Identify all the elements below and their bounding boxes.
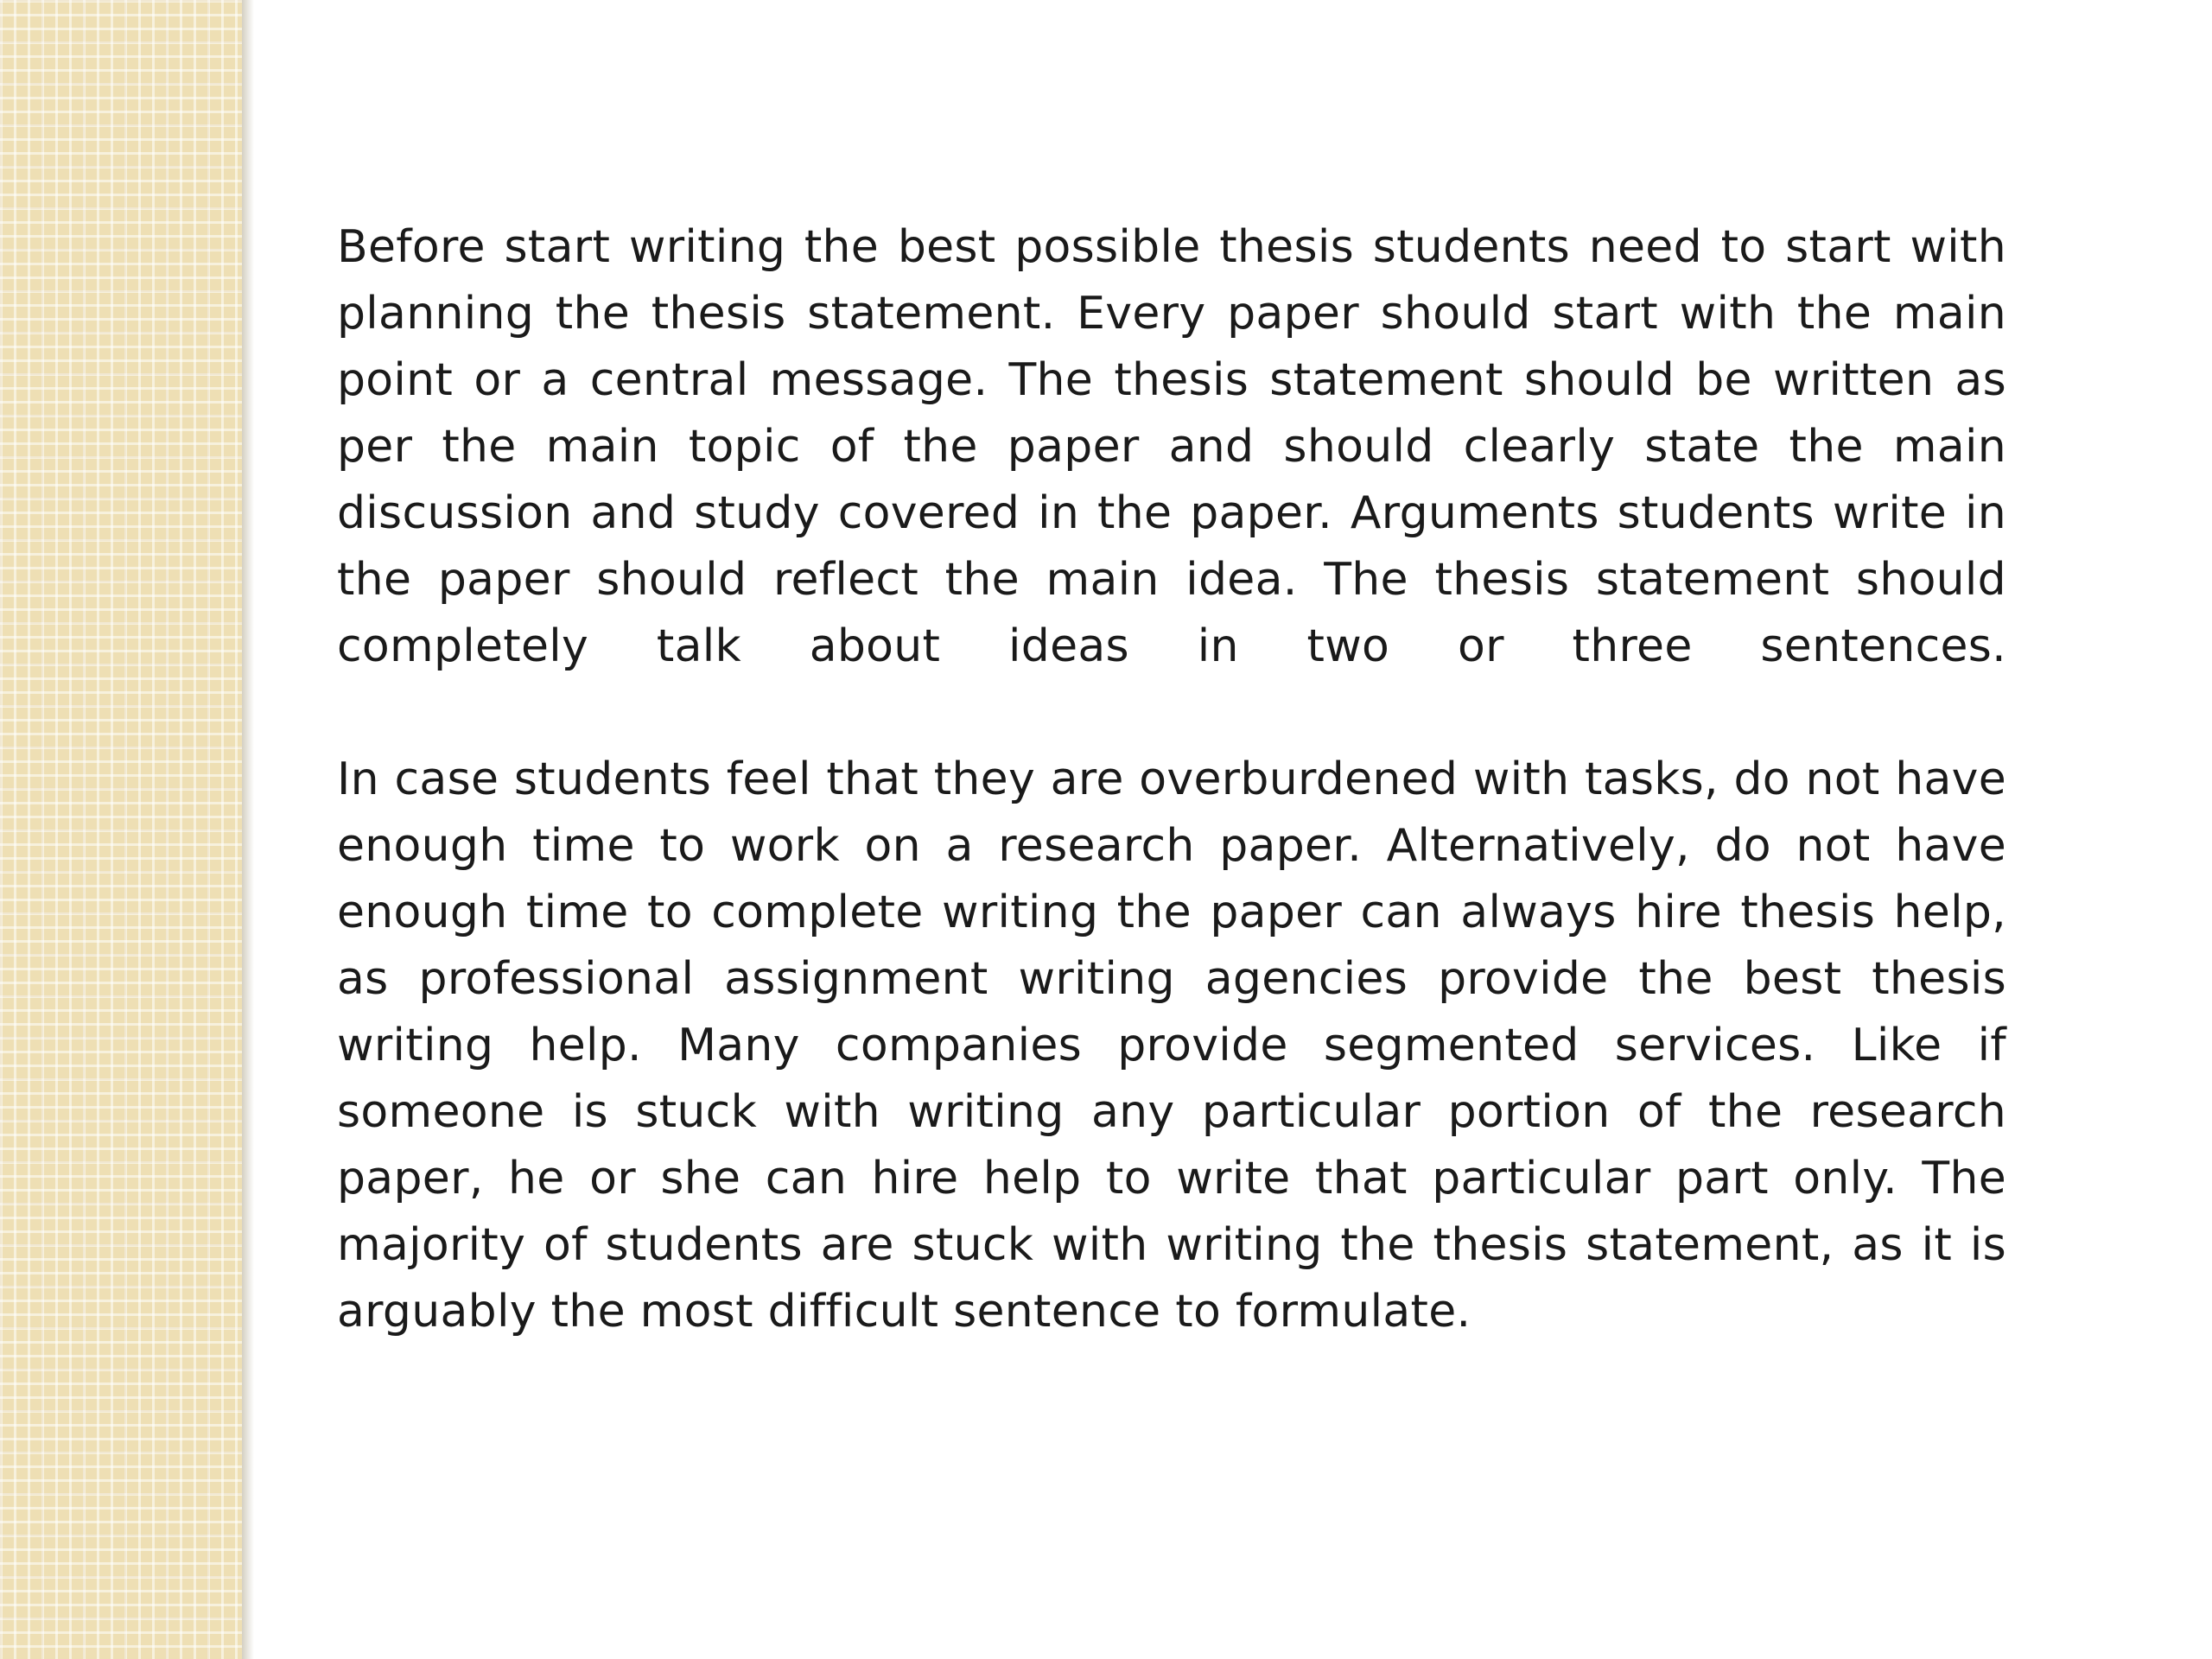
slide-body-text bbox=[337, 214, 2006, 1345]
paragraph-1: Before start writing the best possible thesis students need to start with planning the thesis statement. Every paper should start with the main point or a central message. The thesis statement should be written as per the main topic of the paper and should clearly state the main discussion and study covered in the paper. Arguments students write in the paper should reflect the main idea. The thesis statement should completely talk about ideas in two or three sentences. bbox=[337, 221, 2006, 672]
side-pattern-shadow bbox=[242, 0, 254, 1659]
paragraph-2: In case students feel that they are overburdened with tasks, do not have enough time to work on a research paper. Alternatively, do not have enough time to complete writing the paper can always hire thesis help, as professional assignment writing agencies provide the best thesis writing help. Many companies provide segmented services. Like if someone is stuck with writing any particular portion of the research paper, he or she can hire help to write that particular part only. The majority of students are stuck with writing the thesis statement, as it is arguably the most difficult sentence to formulate. bbox=[337, 753, 2006, 1338]
paragraph-gap bbox=[337, 680, 2006, 747]
decorative-side-pattern bbox=[0, 0, 242, 1659]
